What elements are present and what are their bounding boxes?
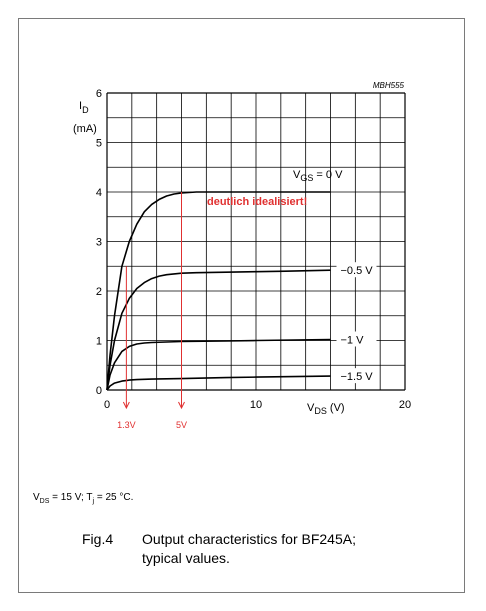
y-tick-label: 3 (95, 236, 102, 249)
annotation-marks (117, 192, 307, 430)
series-line (107, 376, 331, 390)
y-tick-label: 0 (95, 385, 102, 397)
annotation-label: 5V (175, 420, 188, 430)
figure-caption (82, 530, 356, 568)
y-tick-label: 6 (95, 88, 102, 100)
x-axis-label: $V_{DS}$ (V) (307, 402, 345, 416)
caption-line-1: Output characteristics for BF245A; (142, 531, 356, 547)
annotation-note: deutlich idealisiert! (207, 196, 308, 208)
chart-labels (73, 81, 411, 416)
figure-code: MBH555 (372, 81, 404, 90)
annotation-label: 1.3V (117, 420, 136, 430)
series-label: −0.5 V (340, 265, 373, 278)
x-tick-label: 20 (398, 399, 412, 411)
caption-line-2: typical values. (142, 550, 230, 566)
y-tick-label: 1 (95, 335, 102, 348)
series-label: $V_{GS} = 0$ V (293, 169, 343, 183)
figure-number: Fig.4 (82, 531, 114, 547)
x-tick-label: 0 (103, 399, 111, 411)
y-axis-unit: (mA) (73, 123, 97, 135)
y-tick-label: 2 (95, 286, 102, 298)
y-axis-label: $I_D$ (79, 100, 89, 115)
series-label: −1 V (340, 334, 364, 347)
series-line (107, 340, 331, 391)
x-tick-label: 10 (249, 399, 263, 411)
y-tick-label: 4 (95, 187, 102, 199)
series-line (107, 270, 331, 390)
y-tick-label: 5 (95, 137, 102, 150)
series-label: −1.5 V (340, 371, 373, 384)
conditions-note: $V_{DS} = 15$ V; $T_j = 25$ °C. (33, 492, 134, 505)
